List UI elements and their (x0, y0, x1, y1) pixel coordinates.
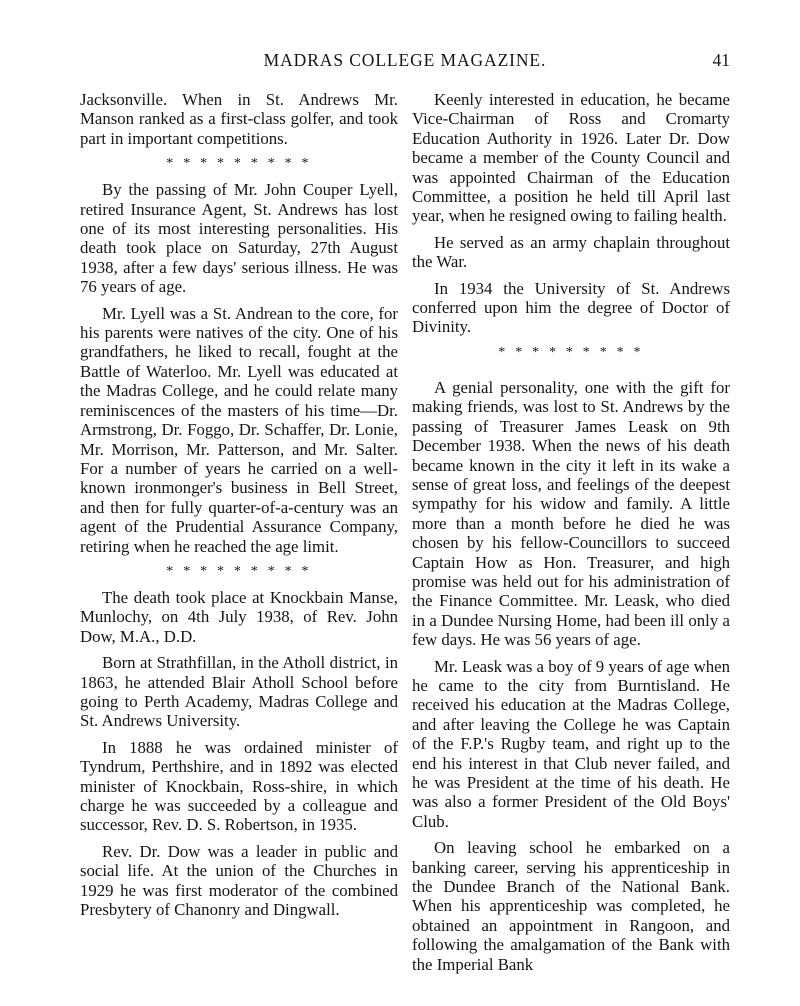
paragraph-lyell-biography: Mr. Lyell was a St. Andrean to the core, for his parents were natives of the city. One of his grandfathers, he liked to recall, fought at the Battle of Waterloo. Mr. Lyell was educated at the Madras College, and he could relate many reminiscences of the masters of his time—Dr. Armstrong, Dr. Foggo, Dr. Schaffer, Dr. Lonie, Mr. Morrison, Mr. Patterson, and Mr. Salter. For a number of years he carried on a well-known ironmonger's business in Bell Street, and then for fully quarter-of-a-century was an agent of the Prudential Assurance Company, retiring when he reached the age limit. (80, 303, 398, 556)
paragraph-leask-death: A genial personality, one with the gift for making friends, was lost to St. Andrews by the passing of Treasurer James Leask on 9th December 1938. When the news of his death became known in the city it left in its wake a sense of great loss, and feelings of the deepest sympathy for his widow and family. A little more than a month before he died he was chosen by his fellow-Councillors to succeed Captain How as Hon. Treasurer, and high promise was held out for his administration of the Finance Committee. Mr. Leask, who died in a Dundee Nursing Home, had been ill only a few days. He was 56 years of age. (412, 377, 730, 650)
paragraph-leask-youth: Mr. Leask was a boy of 9 years of age when he came to the city from Burntisland. He received his education at the Madras College, and after leaving the College he was Captain of the F.P.'s Rugby team, and right up to the end his interest in that Club never failed, and he was President at the time of his death. He was also a former President of the Old Boys' Club. (412, 656, 730, 831)
section-separator: * * * * * * * * * (166, 156, 312, 172)
paragraph-dow-public-life: Rev. Dr. Dow was a leader in public and social life. At the union of the Churches in 1929 he was first moderator of the combined Presbytery of Chanonry and Dingwall. (80, 841, 398, 920)
paragraph-dow-education: Born at Strathfillan, in the Atholl district, in 1863, he attended Blair Atholl School before going to Perth Academy, Madras College and St. Andrews University. (80, 653, 398, 731)
page-header (80, 50, 730, 72)
paragraph-leask-banking: On leaving school he embarked on a banking career, serving his apprenticeship in the Dundee Branch of the National Bank. When his apprenticeship was completed, he obtained an appointment in Rangoon, and following the amalgamation of the Bank with the Imperial Bank (412, 838, 730, 974)
paragraph-dow-death: The death took place at Knockbain Manse, Munlochy, on 4th July 1938, of Rev. John Dow, M.A., D.D. (80, 587, 398, 646)
page-number: 41 (712, 50, 730, 70)
right-column (412, 90, 730, 974)
magazine-title: MADRAS COLLEGE MAGAZINE. (263, 50, 547, 70)
section-separator: * * * * * * * * * (498, 344, 644, 360)
left-column (80, 90, 398, 919)
paragraph-dow-chaplain: He served as an army chaplain throughout the War. (412, 232, 730, 272)
paragraph-manson-continued: Jacksonville. When in St. Andrews Mr. Manson ranked as a first-class golfer, and took part in important competitions. (80, 90, 398, 148)
paragraph-dow-ministry: In 1888 he was ordained minister of Tyndrum, Perthshire, and in 1892 was elected minister of Knockbain, Ross-shire, in which charge he was succeeded by a colleague and successor, Rev. D. S. Robertson, in 1935. (80, 737, 398, 835)
paragraph-dow-doctorate: In 1934 the University of St. Andrews conferred upon him the degree of Doctor of Divinity. (412, 278, 730, 337)
section-separator: * * * * * * * * * (166, 563, 312, 579)
paragraph-lyell-death: By the passing of Mr. John Couper Lyell, retired Insurance Agent, St. Andrews has lost one of its most interesting personalities. His death took place on Saturday, 27th August 1938, after a few days' serious illness. He was 76 years of age. (80, 180, 398, 297)
paragraph-dow-education-authority: Keenly interested in education, he became Vice-Chairman of Ross and Cromarty Education Authority in 1926. Later Dr. Dow became a member of the County Council and was appointed Chairman of the Education Committee, a position he held till April last year, when he resigned owing to failing health. (412, 90, 730, 226)
